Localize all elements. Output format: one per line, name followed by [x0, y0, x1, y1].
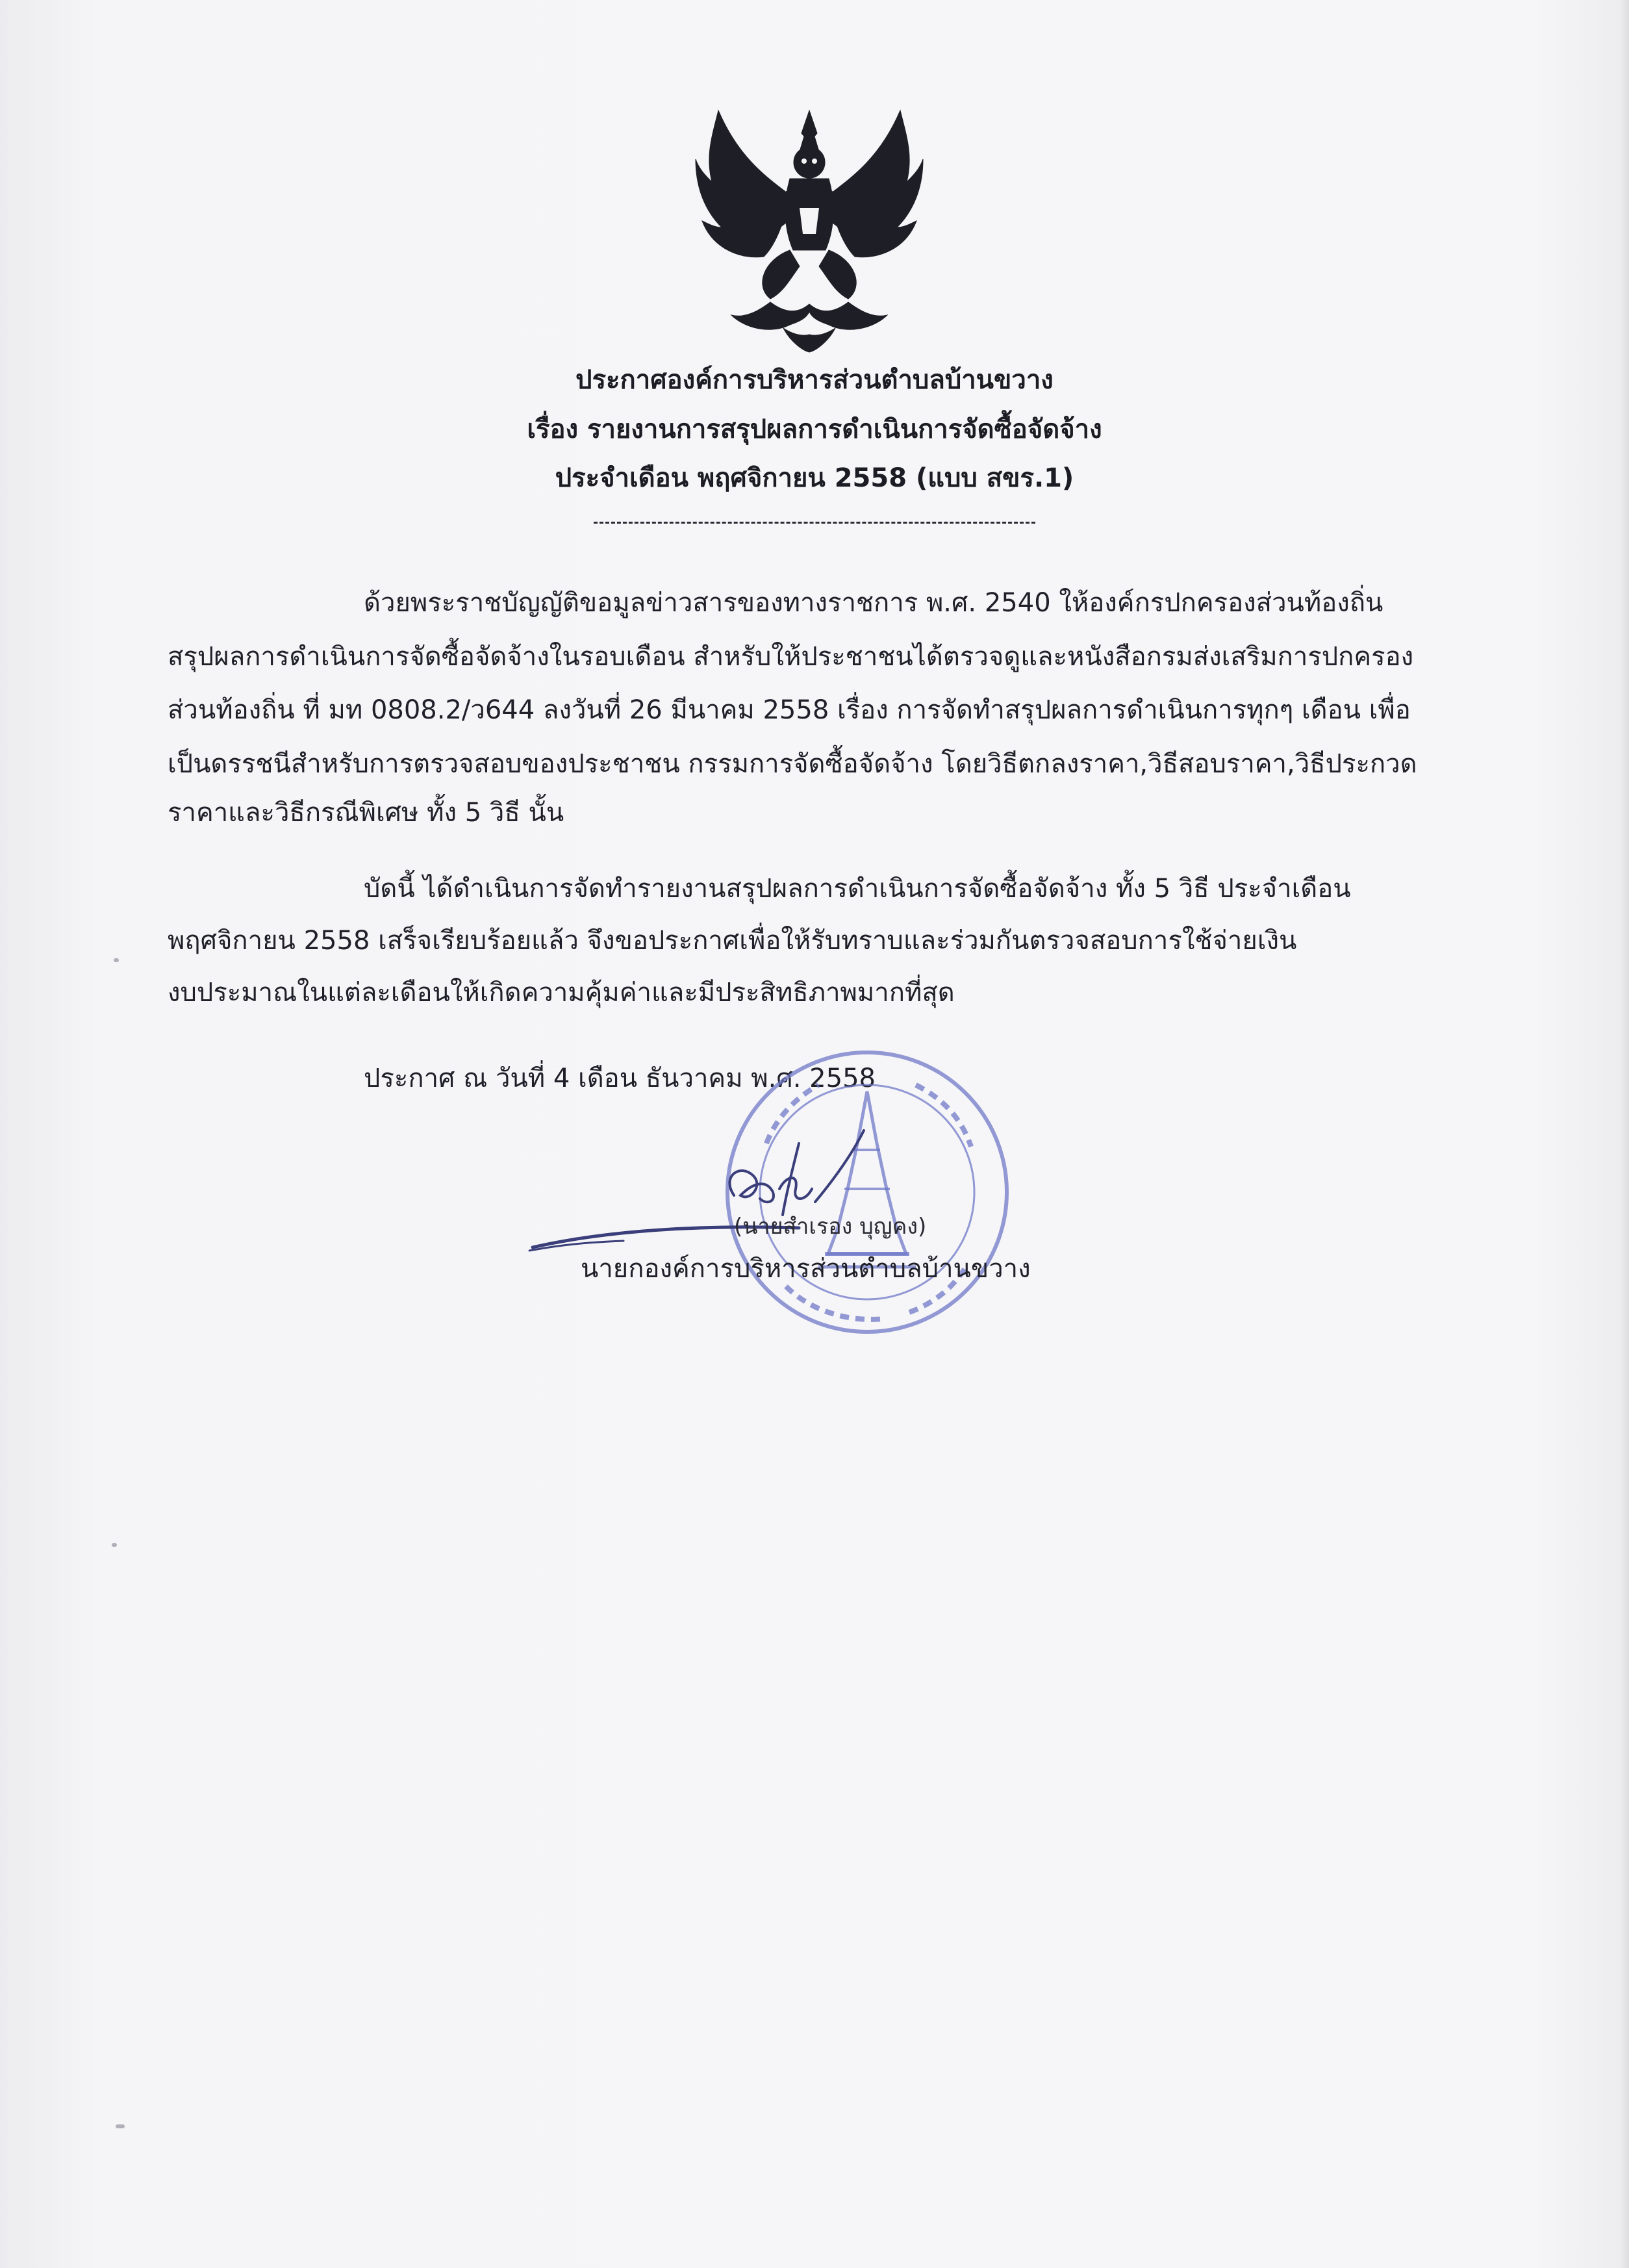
paragraph1-line5: ราคาและวิธีกรณีพิเศษ ทั้ง 5 วิธี นั้น — [168, 798, 564, 828]
paragraph1-line4: เป็นดรรชนีสำหรับการตรวจสอบของประชาชน กรรมการจัดซื้อจัดจ้าง โดยวิธีตกลงราคา,วิธีสอบราคา,วิธีประกวด — [168, 749, 1417, 779]
paragraph2-line2: พฤศจิกายน 2558 เสร็จเรียบร้อยแล้ว จึงขอประกาศเพื่อให้รับทราบและร่วมกันตรวจสอบการใช้จ่ายเงิน — [168, 926, 1297, 956]
scan-speck — [116, 2124, 125, 2128]
signatory-title: นายกองค์การบริหารส่วนตำบลบ้านขวาง — [581, 1254, 1031, 1284]
paragraph2-line1: บัดนี้ ได้ดำเนินการจัดทำรายงานสรุปผลการดำเนินการจัดซื้อจัดจ้าง ทั้ง 5 วิธี ประจำเดือน — [364, 874, 1351, 904]
signatory-name: (นายสำเรอง บุญคง) — [734, 1214, 927, 1240]
paragraph1-line2: สรุปผลการดำเนินการจัดซื้อจัดจ้างในรอบเดือน สำหรับให้ประชาชนได้ตรวจดูและหนังสือกรมส่งเสริมการปกครอง — [168, 642, 1414, 672]
header-divider — [594, 522, 1035, 524]
paragraph1-line1: ด้วยพระราชบัญญัติขอมูลข่าวสารของทางราชการ พ.ศ. 2540 ให้องค์กรปกครองส่วนท้องถิ่น — [364, 588, 1383, 618]
announcement-org-title: ประกาศองค์การบริหารส่วนตำบลบ้านขวาง — [575, 365, 1054, 395]
scan-speck — [112, 1543, 117, 1547]
garuda-emblem-icon — [692, 97, 926, 357]
announcement-period: ประจำเดือน พฤศจิกายน 2558 (แบบ สขร.1) — [555, 463, 1074, 493]
announcement-date: ประกาศ ณ วันที่ 4 เดือน ธันวาคม พ.ศ. 2558 — [364, 1064, 876, 1093]
paragraph1-line3: ส่วนท้องถิ่น ที่ มท 0808.2/ว644 ลงวันที่ 26 มีนาคม 2558 เรื่อง การจัดทำสรุปผลการดำเนินการทุกๆ เดือน เพื่อ — [168, 695, 1411, 725]
announcement-subject: เรื่อง รายงานการสรุปผลการดำเนินการจัดซื้อจัดจ้าง — [527, 414, 1102, 444]
scan-speck — [114, 958, 119, 962]
paragraph2-line3: งบประมาณในแต่ละเดือนให้เกิดความคุ้มค่าและมีประสิทธิภาพมากที่สุด — [168, 978, 955, 1008]
page-edge-shadow — [1620, 0, 1629, 2268]
